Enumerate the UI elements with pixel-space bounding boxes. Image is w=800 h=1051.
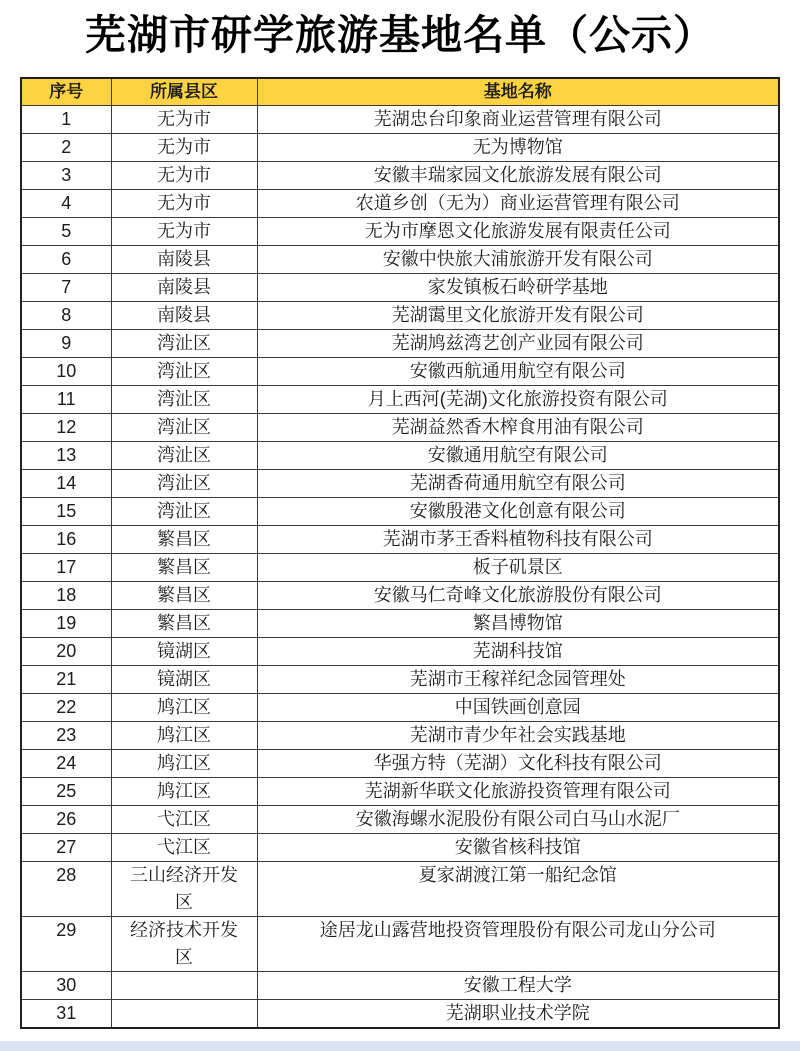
row-number-cell: 30 [21, 972, 111, 1000]
row-number-cell: 15 [21, 498, 111, 526]
row-number-cell: 18 [21, 582, 111, 610]
row-number-cell: 25 [21, 778, 111, 806]
table-row [21, 750, 779, 778]
base-name-cell: 芜湖忠台印象商业运营管理有限公司 [257, 106, 779, 134]
base-name-cell: 芜湖新华联文化旅游投资管理有限公司 [257, 778, 779, 806]
row-number-cell: 31 [21, 1000, 111, 1029]
district-cell: 南陵县 [111, 246, 257, 274]
base-name-cell: 芜湖鸠兹湾艺创产业园有限公司 [257, 330, 779, 358]
table-row [21, 358, 779, 386]
row-number-cell: 22 [21, 694, 111, 722]
district-cell [111, 972, 257, 1000]
district-cell: 无为市 [111, 218, 257, 246]
row-number-cell: 17 [21, 554, 111, 582]
district-cell: 湾沚区 [111, 442, 257, 470]
table-row [21, 610, 779, 638]
base-name-cell: 安徽马仁奇峰文化旅游股份有限公司 [257, 582, 779, 610]
base-list-table [20, 77, 780, 1029]
table-row [21, 134, 779, 162]
table-row [21, 442, 779, 470]
base-name-cell: 芜湖霭里文化旅游开发有限公司 [257, 302, 779, 330]
base-name-cell: 华强方特（芜湖）文化科技有限公司 [257, 750, 779, 778]
district-cell: 鸠江区 [111, 694, 257, 722]
row-number-cell: 14 [21, 470, 111, 498]
base-name-cell: 夏家湖渡江第一船纪念馆 [257, 862, 779, 917]
column-header-no: 序号 [21, 78, 111, 106]
table-row [21, 302, 779, 330]
base-name-cell: 芜湖香荷通用航空有限公司 [257, 470, 779, 498]
row-number-cell: 24 [21, 750, 111, 778]
row-number-cell: 27 [21, 834, 111, 862]
base-name-cell: 芜湖科技馆 [257, 638, 779, 666]
row-number-cell: 20 [21, 638, 111, 666]
column-header-base-name: 基地名称 [257, 78, 779, 106]
base-name-cell: 芜湖市茅王香料植物科技有限公司 [257, 526, 779, 554]
table-row [21, 722, 779, 750]
row-number-cell: 19 [21, 610, 111, 638]
table-row [21, 414, 779, 442]
table-row [21, 638, 779, 666]
row-number-cell: 4 [21, 190, 111, 218]
table-row [21, 386, 779, 414]
row-number-cell: 12 [21, 414, 111, 442]
district-cell: 繁昌区 [111, 554, 257, 582]
row-number-cell: 23 [21, 722, 111, 750]
table-row [21, 274, 779, 302]
base-name-cell: 无为博物馆 [257, 134, 779, 162]
base-name-cell: 无为市摩恩文化旅游发展有限责任公司 [257, 218, 779, 246]
row-number-cell: 10 [21, 358, 111, 386]
table-row [21, 190, 779, 218]
district-cell: 湾沚区 [111, 386, 257, 414]
row-number-cell: 16 [21, 526, 111, 554]
base-name-cell: 安徽丰瑞家园文化旅游发展有限公司 [257, 162, 779, 190]
table-row [21, 666, 779, 694]
base-name-cell: 芜湖市王稼祥纪念园管理处 [257, 666, 779, 694]
table-row [21, 106, 779, 134]
table-row [21, 582, 779, 610]
base-name-cell: 板子矶景区 [257, 554, 779, 582]
base-name-cell: 家发镇板石岭研学基地 [257, 274, 779, 302]
district-cell: 无为市 [111, 162, 257, 190]
district-cell: 湾沚区 [111, 498, 257, 526]
district-cell: 无为市 [111, 106, 257, 134]
base-name-cell: 月上西河(芜湖)文化旅游投资有限公司 [257, 386, 779, 414]
base-name-cell: 安徽海螺水泥股份有限公司白马山水泥厂 [257, 806, 779, 834]
district-cell: 鸠江区 [111, 722, 257, 750]
row-number-cell: 1 [21, 106, 111, 134]
base-name-cell: 途居龙山露营地投资管理股份有限公司龙山分公司 [257, 917, 779, 972]
row-number-cell: 3 [21, 162, 111, 190]
base-name-cell: 安徽西航通用航空有限公司 [257, 358, 779, 386]
district-cell: 南陵县 [111, 302, 257, 330]
table-row [21, 806, 779, 834]
row-number-cell: 28 [21, 862, 111, 917]
page-title: 芜湖市研学旅游基地名单（公示） [85, 12, 715, 58]
base-name-cell: 安徽中快旅大浦旅游开发有限公司 [257, 246, 779, 274]
table-row [21, 862, 779, 917]
table-row [21, 778, 779, 806]
district-cell: 湾沚区 [111, 470, 257, 498]
row-number-cell: 2 [21, 134, 111, 162]
district-cell: 湾沚区 [111, 330, 257, 358]
row-number-cell: 29 [21, 917, 111, 972]
base-name-cell: 安徽殷港文化创意有限公司 [257, 498, 779, 526]
district-cell: 湾沚区 [111, 414, 257, 442]
table-row [21, 330, 779, 358]
row-number-cell: 9 [21, 330, 111, 358]
row-number-cell: 8 [21, 302, 111, 330]
district-cell: 弋江区 [111, 806, 257, 834]
row-number-cell: 21 [21, 666, 111, 694]
table-header-row [21, 78, 779, 106]
district-cell: 镜湖区 [111, 666, 257, 694]
district-cell: 繁昌区 [111, 582, 257, 610]
base-name-cell: 芜湖益然香木榨食用油有限公司 [257, 414, 779, 442]
table-row [21, 972, 779, 1000]
table-row [21, 162, 779, 190]
district-cell: 经济技术开发区 [111, 917, 257, 972]
row-number-cell: 26 [21, 806, 111, 834]
district-cell: 鸠江区 [111, 778, 257, 806]
row-number-cell: 6 [21, 246, 111, 274]
district-cell: 湾沚区 [111, 358, 257, 386]
district-cell: 镜湖区 [111, 638, 257, 666]
table-row [21, 470, 779, 498]
row-number-cell: 5 [21, 218, 111, 246]
table-row [21, 526, 779, 554]
table-row [21, 554, 779, 582]
district-cell: 弋江区 [111, 834, 257, 862]
district-cell: 南陵县 [111, 274, 257, 302]
table-row [21, 218, 779, 246]
base-name-cell: 芜湖职业技术学院 [257, 1000, 779, 1029]
base-name-cell: 繁昌博物馆 [257, 610, 779, 638]
base-name-cell: 农道乡创（无为）商业运营管理有限公司 [257, 190, 779, 218]
district-cell: 鸠江区 [111, 750, 257, 778]
district-cell: 繁昌区 [111, 526, 257, 554]
table-row [21, 1000, 779, 1029]
row-number-cell: 11 [21, 386, 111, 414]
table-row [21, 917, 779, 972]
row-number-cell: 13 [21, 442, 111, 470]
base-name-cell: 中国铁画创意园 [257, 694, 779, 722]
table-row [21, 694, 779, 722]
bottom-strip [0, 1041, 800, 1051]
base-name-cell: 安徽工程大学 [257, 972, 779, 1000]
column-header-district: 所属县区 [111, 78, 257, 106]
district-cell: 三山经济开发区 [111, 862, 257, 917]
base-name-cell: 芜湖市青少年社会实践基地 [257, 722, 779, 750]
table-row [21, 834, 779, 862]
base-name-cell: 安徽省核科技馆 [257, 834, 779, 862]
district-cell [111, 1000, 257, 1029]
table-row [21, 498, 779, 526]
row-number-cell: 7 [21, 274, 111, 302]
base-name-cell: 安徽通用航空有限公司 [257, 442, 779, 470]
table-row [21, 246, 779, 274]
district-cell: 无为市 [111, 134, 257, 162]
table-body [21, 106, 779, 1029]
district-cell: 无为市 [111, 190, 257, 218]
district-cell: 繁昌区 [111, 610, 257, 638]
